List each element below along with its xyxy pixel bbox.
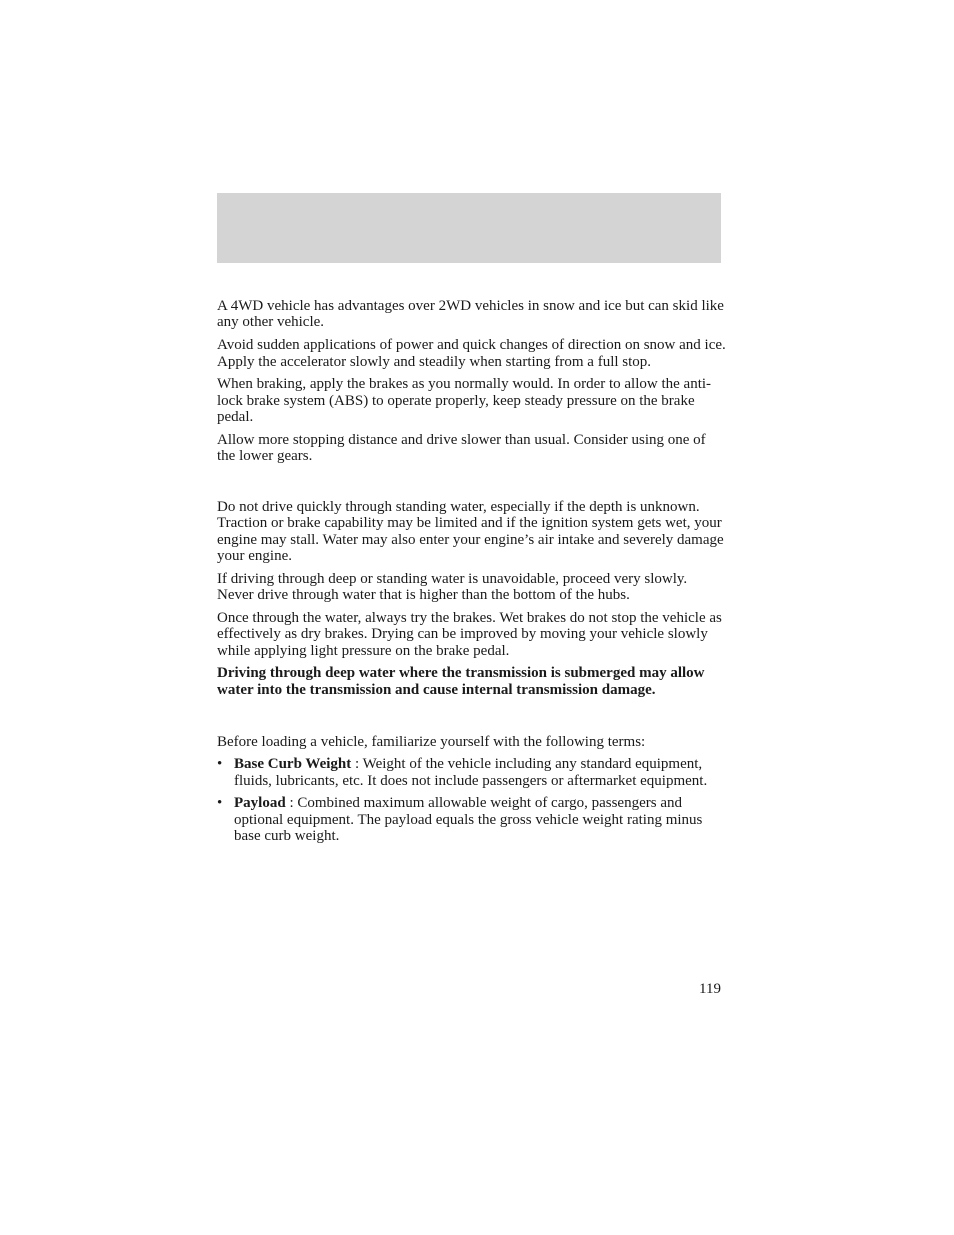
section-spacer: [217, 705, 727, 734]
warning-text: Driving through deep water where the transmission is submerged may allow water into the transmission and cause internal transmission damage.: [217, 665, 705, 698]
loading-intro: Before loading a vehicle, familiarize yourself with the following terms:: [217, 733, 646, 750]
paragraph: Allow more stopping distance and drive slower than usual. Consider using one of the lower gears.: [217, 431, 706, 465]
section-header-band: [217, 193, 721, 263]
paragraph: When braking, apply the brakes as you normally would. In order to allow the anti-lock brake system (ABS) to operate properly, keep steady pressure on the brake pedal.: [217, 376, 712, 426]
paragraph: Avoid sudden applications of power and quick changes of direction on snow and ice. Apply the accelerator slowly and steadily when starting from a full stop.: [217, 337, 726, 370]
term-label: Payload: [234, 795, 286, 812]
bullet: •: [217, 795, 223, 812]
page-content: [217, 298, 727, 851]
term-definition: : Combined maximum allowable weight of cargo, passengers and optional equipment. The payload equals the gross vehicle weight rating minus base curb weight.: [234, 795, 703, 845]
list-item: [217, 756, 727, 789]
paragraph: If driving through deep or standing water is unavoidable, proceed very slowly. Never drive through water that is higher than the bottom of the hubs.: [217, 570, 688, 604]
page-number: 119: [699, 981, 721, 997]
list-item: [217, 795, 727, 844]
term-label: Base Curb Weight: [234, 756, 352, 773]
section-spacer: [217, 471, 727, 499]
bullet: •: [217, 756, 223, 773]
term-definition: : Weight of the vehicle including any standard equipment, fluids, lubricants, etc. It does not include passengers or aftermarket equipment.: [234, 756, 708, 789]
paragraph: Do not drive quickly through standing water, especially if the depth is unknown. Traction or brake capability may be limited and if the ignition system gets wet, your engine may stall. Water may also enter your engine’s air intake and severely damage your engine.: [217, 498, 724, 565]
terms-list: [217, 756, 727, 844]
paragraph: A 4WD vehicle has advantages over 2WD vehicles in snow and ice but can skid like any other vehicle.: [217, 298, 724, 331]
paragraph: Once through the water, always try the brakes. Wet brakes do not stop the vehicle as effectively as dry brakes. Drying can be improved by moving your vehicle slowly while applying light pressure on the brake pedal.: [217, 609, 722, 659]
